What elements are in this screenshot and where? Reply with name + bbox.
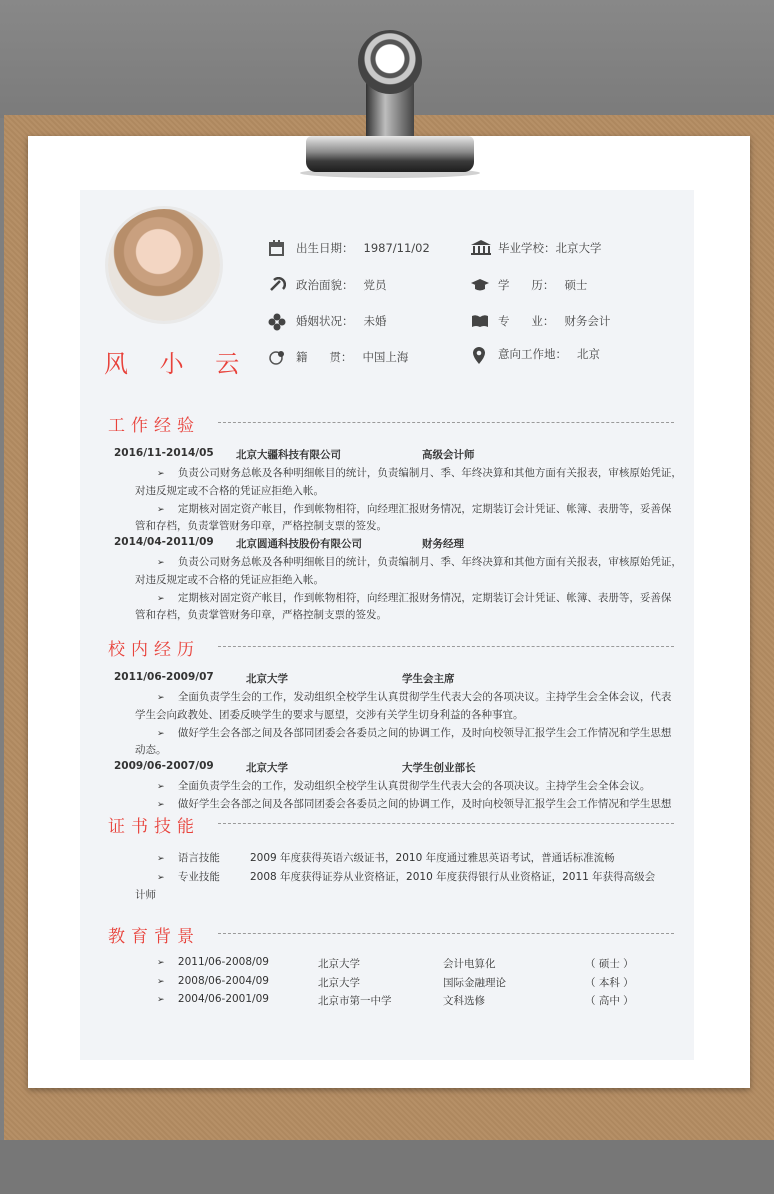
education-row: ➢ 2004/06-2001/09 (157, 993, 269, 1005)
section-title-education: 教育背景 (108, 927, 200, 947)
section-divider (218, 823, 674, 824)
education-school: 北京大学 (318, 977, 360, 989)
campus-period: 2011/06-2009/07 (114, 671, 214, 683)
skill-text-cont: 计师 (135, 889, 156, 901)
info-degree: 学 历： 硕士 (470, 277, 587, 293)
education-degree: （ 高中 ） (585, 995, 634, 1007)
info-birthdate: 出生日期： 1987/11/02 (268, 240, 430, 256)
background-bottom (0, 1140, 774, 1194)
person-name: 风 小 云 (104, 350, 252, 378)
work-role: 财务经理 (422, 538, 464, 550)
list-item-cont: 学生会向政教处、团委反映学生的要求与愿望，交涉有关学生切身利益的各种事宜。 (135, 709, 524, 721)
campus-org: 北京大学 (246, 673, 288, 685)
info-political: 政治面貌： 党员 (268, 277, 387, 293)
section-divider (218, 422, 674, 423)
work-period: 2016/11-2014/05 (114, 447, 214, 459)
education-major: 会计电算化 (443, 958, 496, 970)
list-item: ➢ 做好学生会各部之间及各部同团委会各委员之间的协调工作，及时向校领导汇报学生会工作情况和学生思想 (157, 798, 672, 810)
list-item-cont: 对违反规定或不合格的凭证应拒绝入帐。 (135, 485, 324, 497)
list-item: ➢ 全面负责学生会的工作，发动组织全校学生认真贯彻学生代表大会的各项决议。主持学生会全体会议。 (157, 780, 651, 792)
skill-item: ➢ 专业技能 (157, 871, 220, 883)
education-major: 文科选修 (443, 995, 485, 1007)
education-major: 国际金融理论 (443, 977, 506, 989)
globe-pin-icon (268, 349, 290, 365)
campus-org: 北京大学 (246, 762, 288, 774)
skill-item: ➢ 语言技能 (157, 852, 220, 864)
campus-period: 2009/06-2007/09 (114, 760, 214, 772)
list-item-cont: 动态。 (135, 744, 167, 756)
binder-clip (306, 136, 474, 172)
list-item-cont: 对违反规定或不合格的凭证应拒绝入帐。 (135, 574, 324, 586)
info-location: 意向工作地： 北京 (470, 346, 600, 362)
section-divider (218, 646, 674, 647)
education-row: ➢ 2011/06-2008/09 (157, 956, 269, 968)
calendar-icon (268, 240, 290, 256)
skill-text: 2009 年度获得英语六级证书，2010 年度通过雅思英语考试，普通话标准流畅 (250, 852, 615, 864)
info-school: 毕业学校： 北京大学 (470, 240, 602, 256)
binder-clip-ring (358, 30, 422, 94)
education-row: ➢ 2008/06-2004/09 (157, 975, 269, 987)
list-item: ➢ 全面负责学生会的工作，发动组织全校学生认真贯彻学生代表大会的各项决议。主持学生会全体会议，代表 (157, 691, 672, 703)
flower-icon (268, 313, 290, 329)
building-icon (470, 240, 492, 256)
info-major: 专 业： 财务会计 (470, 313, 610, 329)
list-item: ➢ 定期核对固定资产帐目，作到帐物相符，向经理汇报财务情况，定期装订会计凭证、帐簿、表册等，妥善保 (157, 503, 672, 515)
profile-photo (108, 209, 220, 321)
work-company: 北京圆通科技股份有限公司 (236, 538, 362, 550)
book-icon (470, 313, 492, 329)
info-marital: 婚姻状况： 未婚 (268, 313, 387, 329)
campus-role: 大学生创业部长 (402, 762, 476, 774)
party-icon (268, 277, 290, 293)
section-divider (218, 933, 674, 934)
campus-role: 学生会主席 (402, 673, 455, 685)
education-degree: （ 硕士 ） (585, 958, 634, 970)
education-degree: （ 本科 ） (585, 977, 634, 989)
list-item: ➢ 定期核对固定资产帐目，作到帐物相符，向经理汇报财务情况，定期装订会计凭证、帐簿、表册等，妥善保 (157, 592, 672, 604)
list-item-cont: 管和存档，负责掌管财务印章，严格控制支票的签发。 (135, 520, 387, 532)
info-hometown: 籍 贯： 中国上海 (268, 349, 408, 365)
list-item: ➢ 做好学生会各部之间及各部同团委会各委员之间的协调工作，及时向校领导汇报学生会工作情况和学生思想 (157, 727, 672, 739)
section-title-work: 工作经验 (108, 416, 200, 436)
list-item: ➢ 负责公司财务总帐及各种明细帐目的统计，负责编制月、季、年终决算和其他方面有关报表，审核原始凭证， (157, 556, 682, 568)
section-title-campus: 校内经历 (108, 640, 200, 660)
work-period: 2014/04-2011/09 (114, 536, 214, 548)
work-role: 高级会计师 (422, 449, 475, 461)
section-title-skills: 证书技能 (108, 817, 200, 837)
graduation-cap-icon (470, 277, 492, 293)
list-item: ➢ 负责公司财务总帐及各种明细帐目的统计，负责编制月、季、年终决算和其他方面有关报表，审核原始凭证， (157, 467, 682, 479)
skill-text: 2008 年度获得证券从业资格证，2010 年度获得银行从业资格证，2011 年获得高级会 (250, 871, 656, 883)
location-pin-icon (470, 346, 492, 362)
work-company: 北京大疆科技有限公司 (236, 449, 341, 461)
list-item-cont: 管和存档，负责掌管财务印章，严格控制支票的签发。 (135, 609, 387, 621)
education-school: 北京大学 (318, 958, 360, 970)
education-school: 北京市第一中学 (318, 995, 392, 1007)
